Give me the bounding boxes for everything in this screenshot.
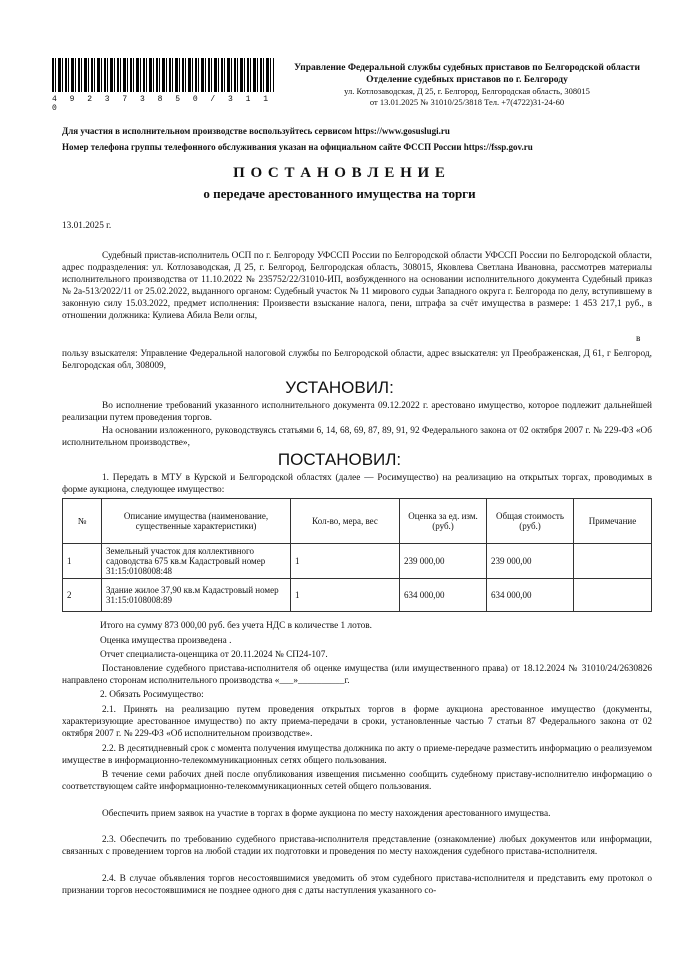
phone-notice: Номер телефона группы телефонного обслуживания указан на официальном сайте ФССП России https://fssp.gov.ru (62, 142, 533, 152)
decree-item-1: 1. Передать в МТУ в Курской и Белгородской областях (далее — Росимущество) на реализацию на открытых торгах, проводимых в форме аукциона, следующее имущество: (62, 473, 652, 495)
intro-fragment: в (636, 334, 641, 344)
decree-item-2: 2. Обязать Росимущество: (100, 690, 204, 700)
table-cell: 1 (63, 544, 102, 579)
table-cell (574, 544, 652, 579)
decree-item-2-2-applications: Обеспечить прием заявок на участие в торгах в форме аукциона по месту нахождения арестованного имущества. (102, 809, 551, 819)
issuer-header (292, 62, 642, 108)
valuation-line: Оценка имущества произведена . (100, 636, 232, 646)
heading-decreed: ПОСТАНОВИЛ: (277, 450, 402, 469)
decree-item-2-1: 2.1. Принять на реализацию путем проведения открытых торгов в форме аукциона арестованное имущество (документы, характеризующие арестованное имущество) по акту приема-передачи в сроки, установленные частью 7 статьи 87 Федерального закона от 02 октября 2007 г. № 229-ФЗ «Об исполнительном производстве». (62, 705, 652, 739)
document-date: 13.01.2025 г. (62, 221, 112, 231)
table-cell: 634 000,00 (487, 579, 574, 612)
decree-item-2-3: 2.3. Обеспечить по требованию судебного пристава-исполнителя представление (ознакомление) любых документов или информации, связанных с проведением торгов на любой стадии их подготовки и проведения по месту нахождения судебного пристава-исполнителя. (62, 835, 652, 857)
table-row (63, 544, 652, 579)
table-cell: 1 (291, 579, 400, 612)
table-row (63, 579, 652, 612)
table-cell: Земельный участок для коллективного садоводства 675 кв.м Кадастровый номер 31:15:0108008:48 (102, 544, 291, 579)
total-line: Итого на сумму 873 000,00 руб. без учета НДС в количестве 1 лотов. (100, 621, 372, 631)
column-header: Описание имущества (наименование, существенные характеристики) (102, 499, 291, 544)
column-header: Примечание (574, 499, 652, 544)
table-cell: 634 000,00 (400, 579, 487, 612)
table-cell: Здание жилое 37,90 кв.м Кадастровый номер 31:15:0108008:89 (102, 579, 291, 612)
registration-number: от 13.01.2025 № 31010/25/3818 Тел. +7(4722)31-24-60 (369, 97, 565, 107)
table-header-row (63, 499, 652, 544)
table-cell: 239 000,00 (487, 544, 574, 579)
claimant-paragraph: пользу взыскателя: Управление Федеральной налоговой службы по Белгородской области, адрес взыскателя: ул Преображенская, Д 61, г Белгород, Белгородская обл, 308009, (62, 349, 652, 371)
heading-established: УСТАНОВИЛ: (285, 378, 394, 397)
barcode (52, 58, 274, 92)
established-paragraph-1: Во исполнение требований указанного исполнительного документа 09.12.2022 г. арестовано имущество, которое подлежит дальнейшей реализации путем проведения торгов. (62, 401, 652, 423)
decree-item-2-4: 2.4. В случае объявления торгов несостоявшимися уведомить об этом судебного пристава-исполнителя и представить ему протокол о признании торгов несостоявшимися не позднее одного дня с даты наступления указанного со- (62, 874, 652, 896)
established-paragraph-2: На основании изложенного, руководствуясь статьями 6, 14, 68, 69, 87, 89, 91, 92 Федерального закона от 02 октября 2007 г. № 229-ФЗ «Об исполнительном производстве», (62, 426, 652, 448)
table-cell (574, 579, 652, 612)
column-header: Общая стоимость (руб.) (487, 499, 574, 544)
table-cell: 239 000,00 (400, 544, 487, 579)
appraiser-report-line: Отчет специалиста-оценщика от 20.11.2024 № СП24-107. (100, 650, 328, 660)
decree-item-2-2: 2.2. В десятидневный срок с момента получения имущества должника по акту о приеме-передаче разместить информацию о реализуемом имуществе в информационно-телекоммуникационных сетях общего пользования. (62, 744, 652, 766)
valuation-decree-paragraph: Постановление судебного пристава-исполнителя об оценке имущества (или имущественного права) от 18.12.2024 № 31010/24/2630826 направлено сторонам исполнительного производства «___»__________г. (62, 664, 652, 686)
department-address: ул. Котлозаводская, Д 25, г. Белгород, Белгородская область, 308015 (344, 86, 590, 96)
gosuslugi-notice: Для участия в исполнительном производстве воспользуйтесь сервисом https://www.gosuslugi.ru (62, 126, 450, 136)
column-header: № (63, 499, 102, 544)
property-table (62, 498, 652, 612)
table-cell: 2 (63, 579, 102, 612)
intro-paragraph: Судебный пристав-исполнитель ОСП по г. Белгороду УФССП России по Белгородской области УФССП России по Белгородской области, адрес подразделения: ул. Котлозаводская, Д 25, г. Белгород, Белгородская область, 308015, Яковлева Светлана Ивановна, рассмотрев материалы исполнительного производства от 11.10.2022 № 235752/22/31010-ИП, возбужденного на основании исполнительного документа Судебный приказ № 2а-513/2022/11 от 25.02.2022, выданного органом: Судебный участок № 11 мирового судьи Западного округа г. Белгорода по делу, вступившему в законную силу 15.03.2022, предмет исполнения: Произвести взыскание налога, пени, штрафа за счёт имущества в размере: 1 453 217,1 руб., в отношении должника: Кулиева Абила Вели оглы, (62, 251, 652, 321)
org-name: Управление Федеральной службы судебных приставов по Белгородской области (294, 63, 640, 73)
decree-item-2-2-notice: В течение семи рабочих дней после опубликования извещения письменно сообщить судебному приставу-исполнителю информацию о соответствующем сайте информационно-телекоммуникационных сетей общего пользования. (62, 770, 652, 792)
document-subtitle: о передаче арестованного имущества на торги (203, 186, 476, 201)
barcode-number: 4 9 2 3 7 3 8 5 0 / 3 1 1 0 (52, 95, 273, 113)
document-title: П О С Т А Н О В Л Е Н И Е (233, 165, 446, 181)
department-name: Отделение судебных приставов по г. Белгороду (366, 75, 568, 85)
table-cell: 1 (291, 544, 400, 579)
column-header: Кол-во, мера, вес (291, 499, 400, 544)
column-header: Оценка за ед. изм. (руб.) (400, 499, 487, 544)
